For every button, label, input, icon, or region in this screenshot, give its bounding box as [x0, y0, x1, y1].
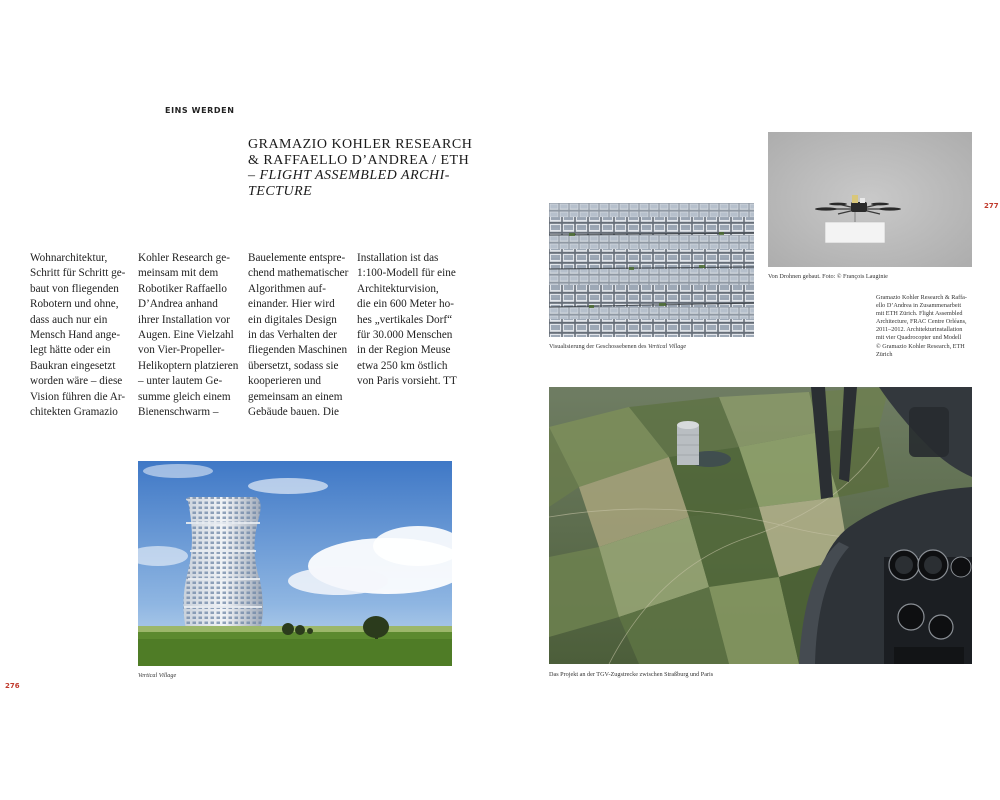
body-line: meinsam mit dem — [138, 267, 219, 280]
body-line: summe gleich einem — [138, 390, 231, 403]
body-line: Bienenschwarm – — [138, 406, 219, 419]
body-column-1 — [30, 251, 135, 420]
floors-visualization-photo — [549, 203, 754, 337]
body-line: gemeinsam an einem — [248, 390, 343, 403]
body-line: einander. Hier wird — [248, 298, 335, 311]
headline-line-1: GRAMAZIO KOHLER RESEARCH — [248, 137, 473, 152]
helicopter-aerial-photo — [549, 387, 972, 664]
body-line: Installation ist das — [357, 252, 439, 264]
caption-text: Vertical Village — [138, 672, 177, 679]
body-line: in der Region Meuse — [357, 344, 451, 357]
body-line: Algorithmen auf- — [248, 282, 326, 295]
body-line: Schritt für Schritt ge- — [30, 267, 126, 280]
caption-tgv: Das Projekt an der TGV-Zugstrecke zwischen Straßburg und Paris — [549, 671, 714, 678]
body-line: Vision führen die Ar- — [30, 390, 126, 403]
body-line: in das Verhalten der — [248, 329, 337, 342]
body-line: legt hätte oder ein — [30, 344, 111, 357]
body-line: – unter lautem Ge- — [138, 375, 223, 388]
caption-vertical-village — [138, 672, 176, 680]
body-column-2 — [138, 251, 243, 420]
credit-line: mit ETH Zürich. Flight Assembled — [876, 310, 963, 318]
drone-photo — [768, 132, 972, 267]
body-line: Mensch Hand ange- — [30, 329, 121, 342]
headline-line-2: & RAFFAELLO D’ANDREA / ETH — [248, 152, 470, 168]
body-line: baut von fliegenden — [30, 282, 119, 295]
section-label: EINS WERDEN — [165, 106, 235, 115]
credit-line: Gramazio Kohler Research & Raffa- — [876, 294, 967, 301]
body-line: die ein 600 Meter ho- — [357, 298, 454, 311]
credits-caption — [876, 294, 967, 359]
body-line: Bauelemente entspre- — [248, 252, 346, 264]
headline-line-3: – FLIGHT ASSEMBLED ARCHI- — [248, 168, 450, 183]
credit-line: mit vier Quadrocopter und Modell — [876, 334, 962, 342]
body-line: worden wäre – diese — [30, 375, 123, 388]
credit-line: 2011–2012. Architekturinstallation — [876, 326, 963, 334]
body-column-3 — [248, 251, 353, 420]
body-line: 1:100-Modell für eine — [357, 267, 456, 280]
credit-line: Architecture, FRAC Centre Orléans, — [876, 318, 967, 326]
body-line: Robotern und ohne, — [30, 298, 119, 311]
headline-line-4: TECTURE — [248, 183, 313, 199]
body-line: Gebäude bauen. Die — [248, 406, 340, 419]
page-number-left: 276 — [5, 682, 20, 690]
vertical-village-photo — [138, 461, 452, 666]
body-line: von Paris vorsieht. TT — [357, 375, 457, 388]
body-line: ein digitales Design — [248, 313, 337, 326]
body-line: D’Andrea anhand — [138, 298, 218, 311]
body-line: für 30.000 Menschen — [357, 329, 453, 342]
body-line: Architekturvision, — [357, 282, 439, 295]
body-line: übersetzt, sodass sie — [248, 359, 339, 372]
body-line: Baukran eingesetzt — [30, 359, 116, 372]
caption-text: Visualisierung der Geschossebenen des — [549, 343, 648, 350]
body-line: Augen. Eine Vielzahl — [138, 329, 234, 342]
body-line: Wohnarchitektur, — [30, 252, 108, 264]
body-line: chend mathematischer — [248, 267, 349, 280]
credit-line: ello D’Andrea in Zusammenarbeit — [876, 302, 962, 310]
body-line: Kohler Research ge- — [138, 252, 230, 264]
body-line: chitekten Gramazio — [30, 406, 118, 419]
page-number-right: 277 — [984, 202, 999, 210]
caption-italic: Vertical Village — [647, 343, 687, 350]
credit-line: © Gramazio Kohler Research, ETH — [876, 342, 965, 350]
body-line: etwa 250 km östlich — [357, 359, 448, 372]
body-line: dass auch nur ein — [30, 313, 108, 326]
body-line: fliegenden Maschinen — [248, 344, 348, 357]
credit-line: Zürich — [876, 350, 893, 358]
body-line: hes „vertikales Dorf“ — [357, 313, 453, 326]
caption-drone: Von Drohnen gebaut. Foto: © François Lauginie — [768, 273, 888, 280]
body-line: kooperieren und — [248, 375, 322, 388]
body-line: Robotiker Raffaello — [138, 282, 227, 295]
body-line: von Vier-Propeller- — [138, 344, 225, 357]
body-line: ihrer Installation vor — [138, 313, 230, 326]
body-line: Helikoptern platzieren — [138, 359, 239, 372]
caption-floors — [549, 343, 686, 351]
article-headline — [248, 137, 473, 199]
body-column-4 — [357, 251, 462, 390]
